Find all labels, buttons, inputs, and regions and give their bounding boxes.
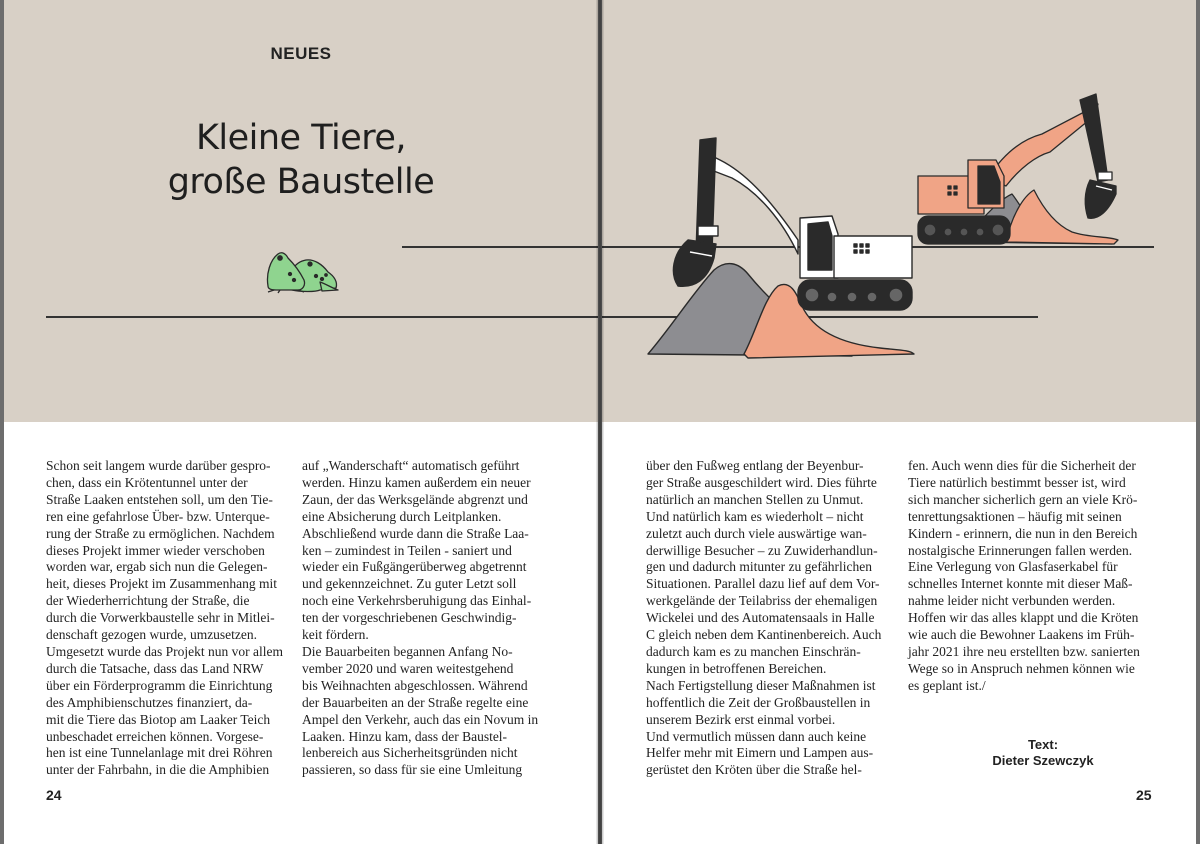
text-line: keit fördern.	[302, 627, 369, 643]
text-line: Straße Laaken entstehen soll, um den Tie-	[46, 491, 273, 507]
text-line: hoffentlich die Zeit der Großbaustellen in	[646, 694, 871, 710]
article-title	[4, 116, 598, 204]
text-line: schnelles Internet konnte mit dieser Maß-	[908, 576, 1133, 592]
text-line: kungen in betroffenen Bereichen.	[646, 660, 827, 676]
text-line: jahr 2021 ihre neu erstellten bzw. sanierten	[908, 643, 1140, 659]
text-line: Situationen. Parallel dazu lief auf dem Vor-	[646, 576, 880, 592]
text-line: denschaft gezogen wurde, umzusetzen.	[46, 627, 258, 643]
text-line: Ampel den Verkehr, auch das ein Novum in	[302, 711, 539, 727]
text-line: bis Weihnachten abgeschlossen. Während	[302, 677, 528, 693]
text-line: zuletzt auch durch viele auswärtige wan-	[646, 525, 867, 541]
left-column-2	[302, 458, 551, 779]
text-line: Hoffen wir das alles klappt und die Kröten	[908, 610, 1139, 626]
page-number-left: 24	[46, 787, 62, 803]
frogs-illustration	[258, 246, 344, 298]
text-line: worden war, ergab sich nun die Gelegen-	[46, 559, 268, 575]
text-line: rung der Straße zu ermöglichen. Nachdem	[46, 525, 275, 541]
text-line: Wege so in Anspruch nehmen können wie	[908, 660, 1135, 676]
text-line: wie auch die Bewohner Laakens im Früh-	[908, 627, 1135, 643]
text-line: Die Bauarbeiten begannen Anfang No-	[302, 643, 513, 659]
text-line: unbeschadet erreichen können. Vorgese-	[46, 728, 264, 744]
text-line: durch die Vorwerkbaustelle sehr in Mitlei-	[46, 610, 275, 626]
text-line: derwillige Besucher – zu Zuwiderhandlun-	[646, 542, 878, 558]
right-column-2	[908, 458, 1154, 695]
text-line: unserem Bezirk erst einmal vorbei.	[646, 711, 836, 727]
text-line: über den Fußweg entlang der Beyenbur-	[646, 458, 864, 473]
left-column-1	[46, 458, 290, 779]
horizon-line	[402, 246, 598, 248]
text-line: noch eine Verkehrsberuhigung das Einhal-	[302, 593, 532, 609]
page-number-right: 25	[1136, 787, 1152, 803]
text-line: lenbereich aus Sicherheitsgründen nicht	[302, 745, 518, 761]
text-line: sich mancher sicherlich gern an viele Krö-	[908, 491, 1138, 507]
text-line: nostalgische Erinnerungen fallen werden.	[908, 542, 1133, 558]
credit-name: Dieter Szewczyk	[992, 753, 1094, 768]
text-line: unter der Fahrbahn, in die die Amphibien	[46, 762, 270, 778]
text-line: gen und dadurch mitunter zu gefährlichen	[646, 559, 873, 575]
text-line: werkgelände der Teilabriss der ehemaligen	[646, 593, 878, 609]
frog-front	[267, 253, 304, 290]
text-line: Helfer mehr mit Eimern und Lampen aus-	[646, 745, 874, 761]
text-line: der Bauarbeiten an der Straße regelte eine	[302, 694, 529, 710]
text-line: Und natürlich kam es wiederholt – nicht	[646, 508, 864, 524]
right-page	[602, 0, 1196, 844]
text-line: gerüstet den Kröten über die Straße hel-	[646, 762, 862, 778]
text-line: hen ist eine Tunnelanlage mit drei Röhren	[46, 745, 273, 761]
text-line: durch die Tatsache, dass das Land NRW	[46, 660, 264, 676]
text-line: C gleich neben dem Kantinenbereich. Auch	[646, 627, 882, 643]
text-line: dieses Projekt immer wieder verschoben	[46, 542, 265, 558]
left-page	[4, 0, 598, 844]
text-line: wieder ein Fußgängerüberweg abgetrennt	[302, 559, 527, 575]
text-line: Eine Verlegung von Glasfaserkabel für	[908, 559, 1118, 575]
title-line-1: Kleine Tiere,	[195, 118, 407, 158]
title-line-2: große Baustelle	[167, 162, 435, 202]
text-line: ken – zumindest in Teilen - saniert und	[302, 542, 512, 558]
text-line: nahme leider nicht verbunden werden.	[908, 593, 1116, 609]
text-line: Und vermutlich müssen dann auch keine	[646, 728, 867, 744]
text-line: tenrettungsaktionen – häufig mit seinen	[908, 508, 1122, 524]
text-line: des Amphibienschutzes finanziert, da-	[46, 694, 253, 710]
text-line: fen. Auch wenn dies für die Sicherheit der	[908, 458, 1136, 473]
section-label: NEUES	[270, 44, 332, 63]
text-line: Abschließend wurde dann die Straße Laa-	[302, 525, 529, 541]
text-line: ren eine gefahrlose Über- bzw. Unterque-	[46, 508, 270, 524]
text-line: es geplant ist./	[908, 677, 986, 693]
text-line: Schon seit langem wurde darüber gespro-	[46, 458, 271, 473]
text-line: und gekennzeichnet. Zu guter Letzt soll	[302, 576, 517, 592]
text-line: Nach Fertigstellung dieser Maßnahmen ist	[646, 677, 876, 693]
text-line: Laaken. Hinzu kam, dass der Baustel-	[302, 728, 508, 744]
text-line: der Wiederherrichtung der Straße, die	[46, 593, 250, 609]
text-line: eine Absicherung durch Leitplanken.	[302, 508, 502, 524]
ground-line	[46, 316, 598, 318]
text-line: vember 2020 und waren weitestgehend	[302, 660, 514, 676]
text-line: heit, dieses Projekt im Zusammenhang mit	[46, 576, 277, 592]
right-column-1	[646, 458, 893, 779]
boom-near	[704, 152, 798, 254]
excavator-far-illustration	[902, 90, 1132, 250]
text-line: Kindern - erinnern, die nun in den Bereich	[908, 525, 1138, 541]
text-line: Wickelei und des Automatensaals in Halle	[646, 610, 875, 626]
book-gutter	[596, 0, 604, 844]
text-line: dadurch kam es zu manchen Einschrän-	[646, 643, 861, 659]
text-line: passieren, so dass für sie eine Umleitung	[302, 762, 523, 778]
text-line: Umgesetzt wurde das Projekt nun vor allem	[46, 643, 283, 659]
text-line: auf „Wanderschaft“ automatisch geführt	[302, 458, 520, 473]
text-line: über ein Förderprogramm die Einrichtung	[46, 677, 273, 693]
text-line: natürlich an manchen Stellen zu Unmut.	[646, 491, 864, 507]
boom-far	[988, 104, 1098, 186]
text-line: mit die Tiere das Biotop am Laaker Teich	[46, 711, 271, 727]
text-line: Tiere natürlich bestimmt besser ist, wird	[908, 474, 1126, 490]
excavator-near-illustration	[648, 136, 928, 360]
text-line: chen, dass ein Krötentunnel unter der	[46, 474, 248, 490]
author-credit	[958, 737, 1128, 769]
text-line: ten der vorgeschriebenen Geschwindig-	[302, 610, 517, 626]
text-line: werden. Hinzu kamen außerdem ein neuer	[302, 474, 531, 490]
credit-label: Text:	[1027, 737, 1059, 752]
text-line: Zaun, der das Werksgelände abgrenzt und	[302, 491, 528, 507]
text-line: ger Straße ausgeschildert wird. Dies führte	[646, 474, 877, 490]
